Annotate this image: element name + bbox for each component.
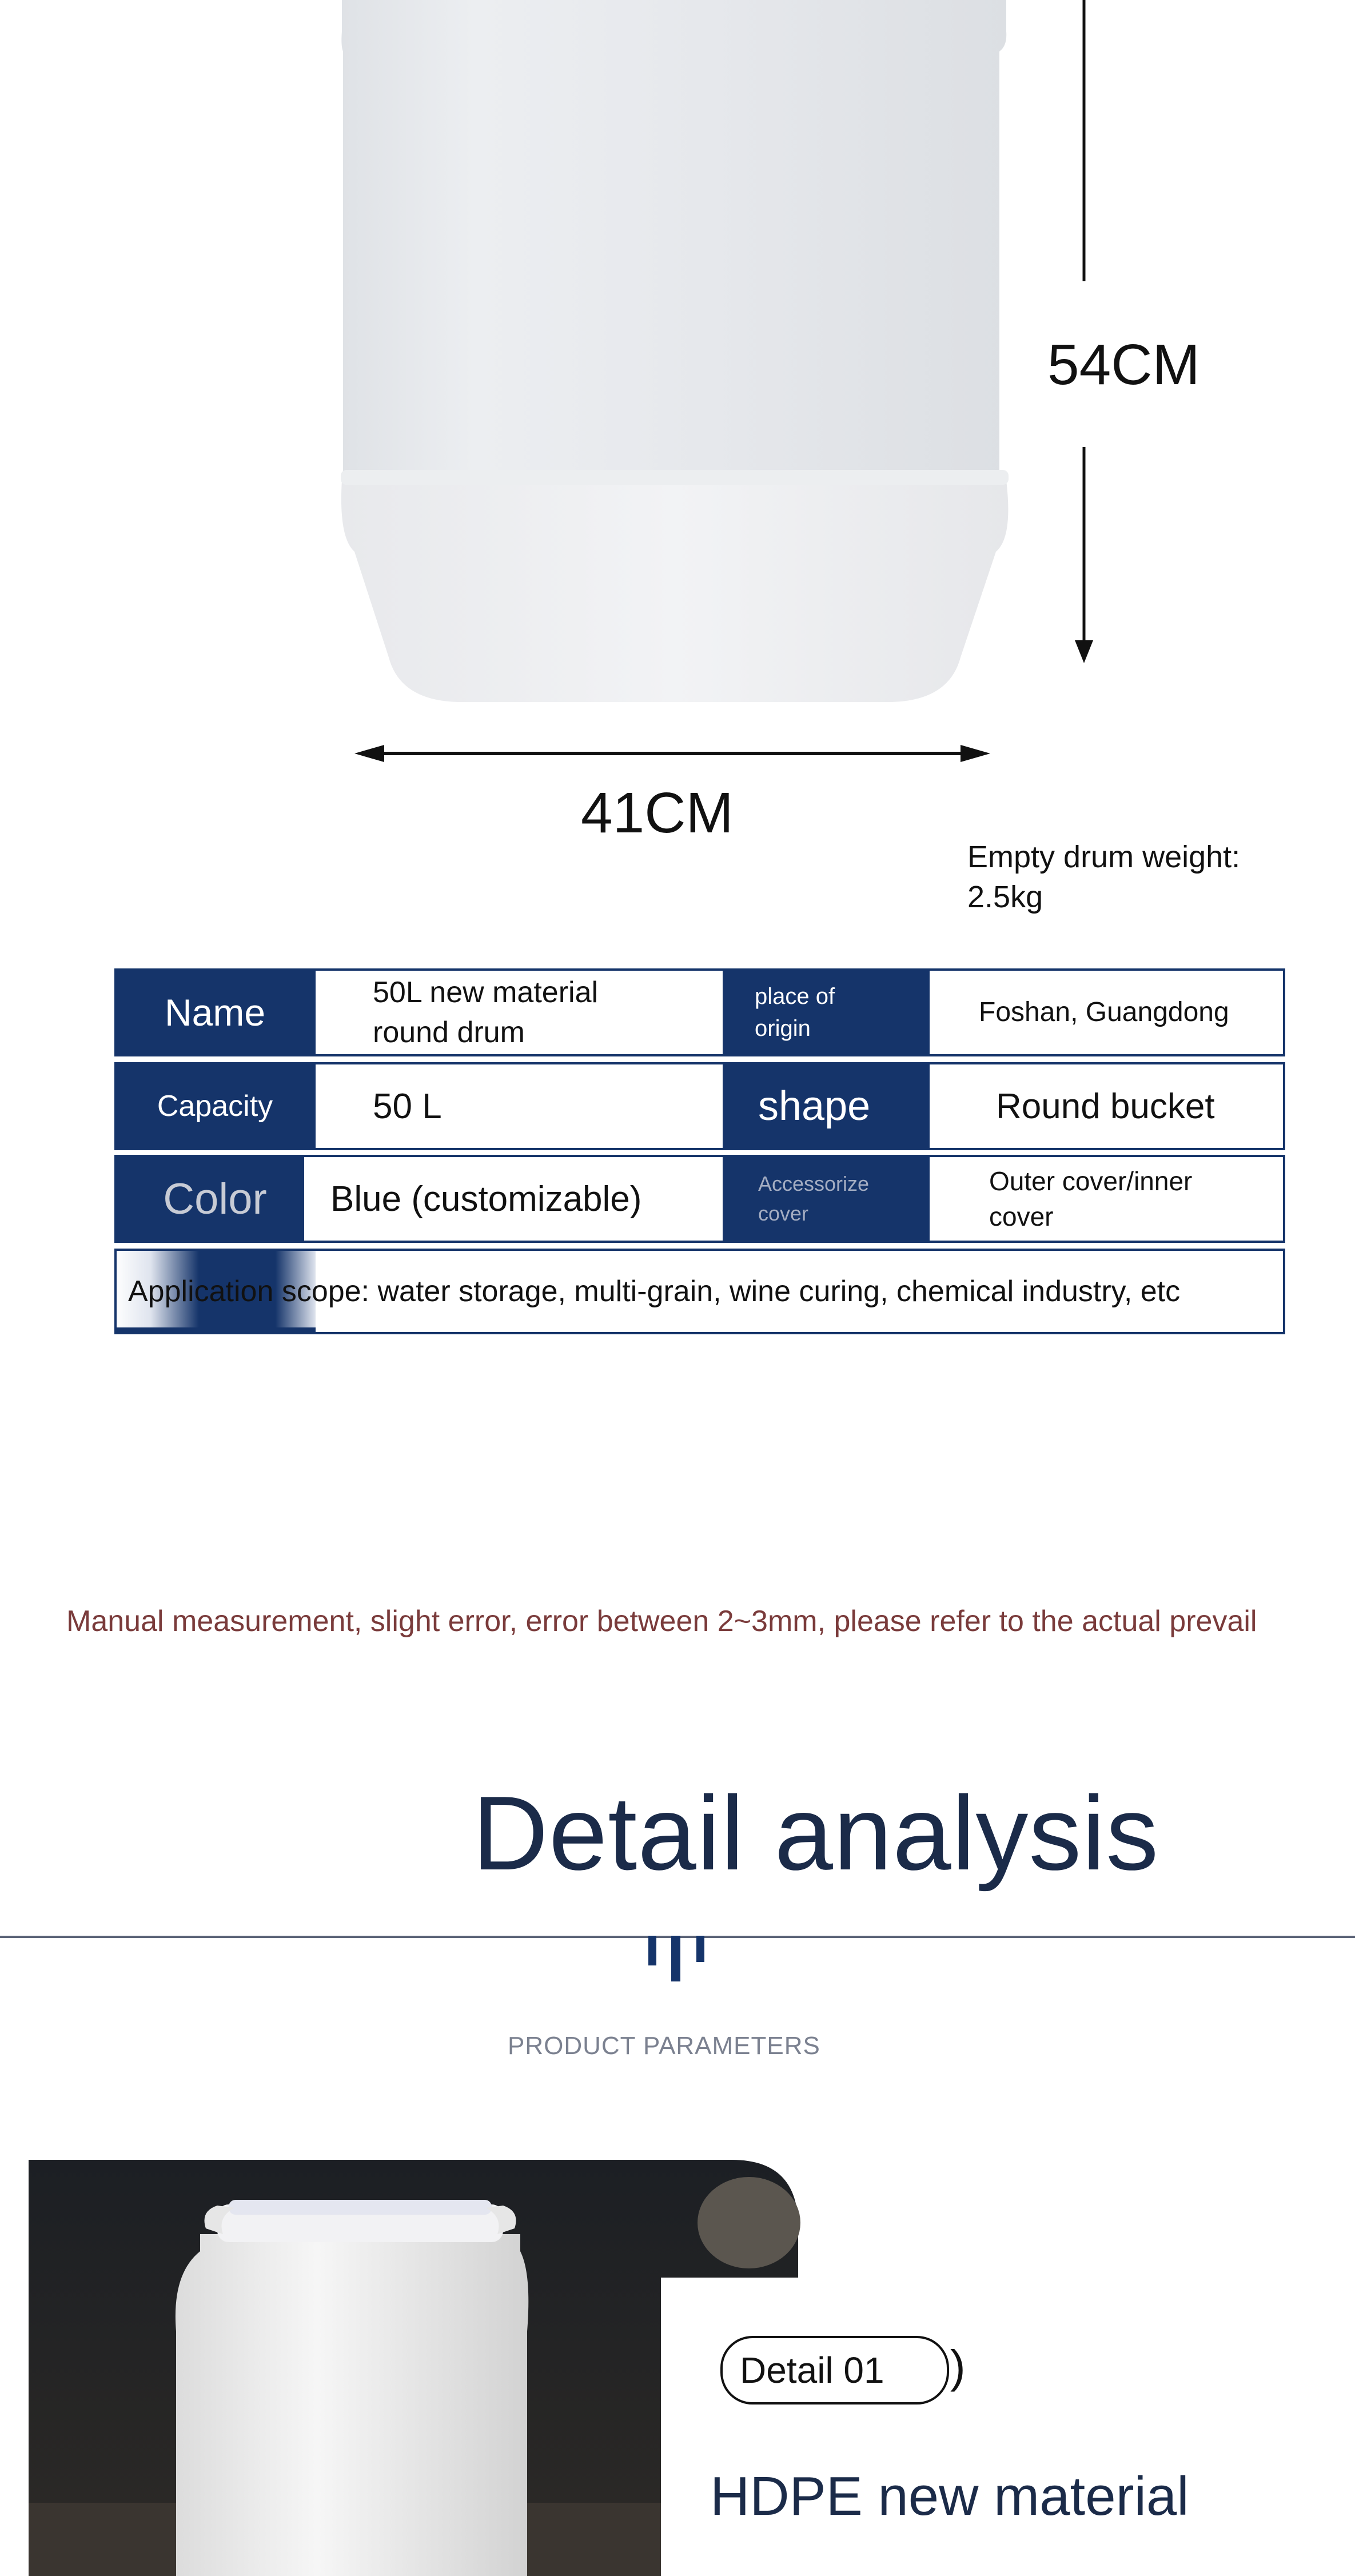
capacity-value: 50 L	[313, 1062, 725, 1150]
accessory-label	[724, 1155, 928, 1243]
capacity-label: Capacity	[114, 1062, 316, 1150]
application-scope: Application scope: water storage, multi-grain, wine curing, chemical industry, etc	[114, 1249, 1285, 1334]
detail-heading: HDPE new material	[710, 2466, 1189, 2527]
measurement-note: Manual measurement, slight error, error between 2~3mm, please refer to the actual prevail	[66, 1605, 1257, 1638]
color-label: Color	[114, 1155, 316, 1243]
accessory-value-line1: Outer cover/inner	[989, 1166, 1193, 1196]
detail-tag-bracket: )	[950, 2341, 966, 2392]
detail-tag: Detail 01	[720, 2336, 949, 2404]
drum-body-illustration	[341, 0, 1009, 702]
shape-label: shape	[724, 1062, 928, 1150]
origin-label-line2: origin	[755, 1016, 811, 1041]
name-value	[313, 968, 725, 1056]
accessory-value-line2: cover	[989, 1202, 1054, 1231]
shape-value: Round bucket	[927, 1062, 1285, 1150]
empty-weight	[967, 837, 1240, 917]
empty-weight-value: 2.5kg	[967, 880, 1043, 914]
section-subtitle: PRODUCT PARAMETERS	[508, 2032, 820, 2060]
name-value-line2: round drum	[373, 1016, 525, 1049]
width-label: 41CM	[581, 781, 734, 845]
origin-value: Foshan, Guangdong	[927, 968, 1285, 1056]
divider-accent-icon	[640, 1936, 715, 1981]
accessory-value	[927, 1155, 1285, 1243]
accessory-label-line2: cover	[758, 1202, 809, 1225]
empty-weight-label: Empty drum weight:	[967, 840, 1241, 874]
name-value-line1: 50L new material	[373, 976, 599, 1009]
name-label: Name	[114, 968, 316, 1056]
origin-label-line1: place of	[755, 984, 835, 1009]
application-underline	[114, 1327, 316, 1334]
product-photo	[29, 2160, 800, 2576]
width-dimension-arrow	[354, 745, 990, 762]
height-dimension-arrow	[1075, 0, 1093, 663]
section-title: Detail analysis	[472, 1774, 1159, 1892]
origin-label	[724, 968, 928, 1056]
color-value: Blue (customizable)	[304, 1155, 725, 1243]
height-label: 54CM	[1047, 333, 1200, 397]
accessory-label-line1: Accessorize	[758, 1172, 870, 1195]
